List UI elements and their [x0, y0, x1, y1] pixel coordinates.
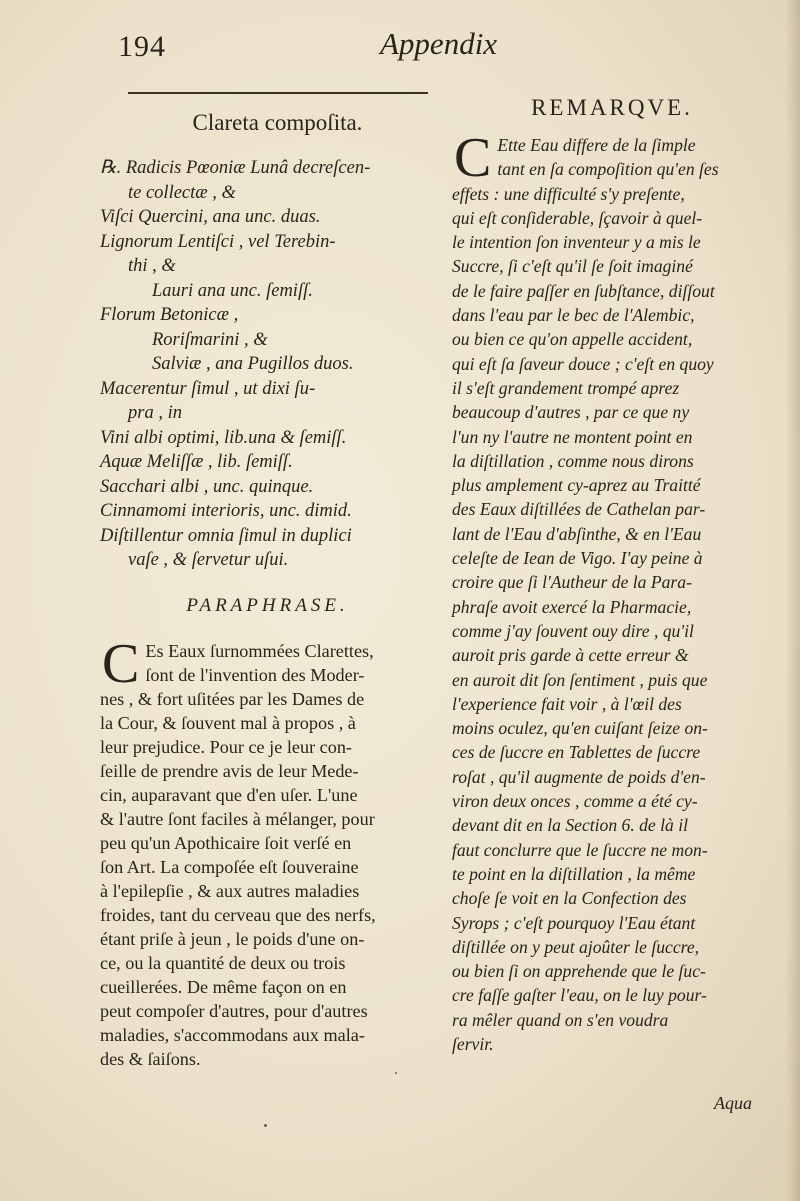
page-number: 194 — [118, 30, 166, 63]
remarque-line: ra mêler quand on s'en voudra — [452, 1009, 669, 1030]
paraphrase-line: à l'epilepſie , & aux autres maladies — [100, 880, 360, 901]
remarque-line: phraſe avoit exercé la Pharmacie, — [452, 596, 692, 617]
recipe-line: Vini albi optimi, lib.una & ſemiſſ. — [100, 427, 347, 448]
paraphrase-line: la Cour, & ſouvent mal à propos , à — [100, 712, 356, 733]
remarque-line: l'experience fait voir , à l'œil des — [452, 693, 682, 714]
remarque-heading: REMARQVE. — [531, 95, 693, 120]
remarque-line: qui eſt conſiderable, ſçavoir à quel- — [452, 207, 703, 228]
paraphrase-line: ſon Art. La compoſée eſt ſouveraine — [100, 856, 359, 877]
remarque-line: des Eaux diſtillées de Cathelan par- — [452, 499, 706, 520]
right-column — [452, 95, 772, 1056]
remarque-body — [452, 127, 772, 1056]
remarque-line: il s'eſt grandement trompé aprez — [452, 377, 680, 398]
ink-speck — [264, 1124, 267, 1127]
paraphrase-dropcap: C — [102, 632, 140, 695]
remarque-line: moins oculez, qu'en cuiſant ſeize on- — [452, 718, 708, 739]
remarque-line: ou bien ce qu'on appelle accident, — [452, 329, 693, 350]
remarque-line: qui eſt ſa ſaveur douce ; c'eſt en quoy — [452, 353, 714, 374]
remarque-line: te point en la diſtillation , la même — [452, 863, 696, 884]
paraphrase-line: des & ſaiſons. — [100, 1048, 201, 1069]
left-column — [100, 110, 435, 1071]
remarque-line: Syrops ; c'eſt pourquoy l'Eau étant — [452, 912, 696, 933]
remarque-line: roſat , qu'il augmente de poids d'en- — [452, 766, 706, 787]
paraphrase-line: leur prejudice. Pour ce je leur con- — [100, 736, 352, 757]
remarque-line: dans l'eau par le bec de l'Alembic, — [452, 305, 695, 326]
recipe-line: te collectæ , & — [128, 182, 236, 203]
recipe-title: Clareta compoſita. — [192, 110, 363, 135]
remarque-line: croire que ſi l'Autheur de la Para- — [452, 572, 692, 593]
recipe-line: Cinnamomi interioris, unc. dimid. — [100, 501, 352, 521]
remarque-line: diſtillée on y peut ajoûter le ſuccre, — [452, 936, 700, 957]
paraphrase-body — [100, 632, 435, 1071]
paraphrase-line: cueillerées. De même façon on en — [100, 976, 347, 997]
paraphrase-line: & l'autre ſont faciles à mélanger, pour — [100, 808, 375, 829]
remarque-line: lant de l'Eau d'abſinthe, & en l'Eau — [452, 523, 702, 544]
paraphrase-line: maladies, s'accommodans aux mala- — [100, 1024, 365, 1045]
paraphrase-line: nes , & fort uſitées par les Dames de — [100, 688, 365, 709]
recipe-line: Florum Betonicæ , — [100, 305, 239, 325]
recipe-line: pra , in — [128, 403, 182, 423]
paraphrase-line: ſont de l'invention des Moder- — [145, 664, 365, 685]
recipe-block — [100, 156, 435, 573]
paraphrase-line: Es Eaux ſurnommées Clarettes, — [145, 640, 374, 661]
remarque-line: ou bien ſi on apprehende que le ſuc- — [452, 961, 706, 982]
recipe-line: Lignorum Lentiſci , vel Terebin- — [100, 231, 336, 252]
remarque-line: ces de ſuccre en Tablettes de ſuccre — [452, 742, 701, 763]
remarque-line: devant dit en la Section 6. de là il — [452, 815, 688, 836]
remarque-line: la diſtillation , comme nous dirons — [452, 450, 694, 471]
remarque-dropcap: C — [454, 127, 492, 189]
remarque-line: le intention ſon inventeur y a mis le — [452, 232, 701, 253]
remarque-line: comme j'ay ſouvent ouy dire , qu'il — [452, 620, 694, 641]
paraphrase-line: froides, tant du cerveau que des nerfs, — [100, 904, 376, 925]
remarque-line: effets : une difficulté s'y preſente, — [452, 183, 685, 204]
remarque-line: beaucoup d'autres , par ce que ny — [452, 402, 690, 423]
remarque-line: faut conclurre que le ſuccre ne mon- — [452, 839, 708, 860]
remarque-line: auroit pris garde à cette erreur & — [452, 645, 689, 666]
page-edge-shadow — [786, 0, 800, 1201]
recipe-line: Salviæ , ana Pugillos duos. — [152, 354, 354, 374]
remarque-line: Succre, ſi c'eſt qu'il ſe ſoit imaginé — [452, 256, 693, 277]
remarque-line: plus amplement cy-aprez au Traitté — [452, 475, 701, 496]
remarque-line: celeſte de Iean de Vigo. I'ay peine à — [452, 548, 703, 569]
header-rule — [128, 92, 428, 94]
remarque-line: tant en ſa compoſition qu'en ſes — [497, 159, 719, 180]
recipe-line: Viſci Quercini, ana unc. duas. — [100, 207, 321, 227]
running-head: Appendix — [380, 26, 498, 61]
remarque-line: viron deux onces , comme a été cy- — [452, 791, 698, 812]
recipe-line: Roriſmarini , & — [152, 329, 268, 350]
remarque-line: cre faſſe gaſter l'eau, on le luy pour- — [452, 985, 707, 1006]
remarque-line: de le faire paſſer en ſubſtance, diſſout — [452, 280, 715, 301]
paraphrase-line: étant priſe à jeun , le poids d'une on- — [100, 928, 365, 949]
remarque-line: ſervir. — [452, 1033, 494, 1054]
recipe-line: ℞. Radicis Pœoniæ Lunâ decreſcen- — [100, 158, 371, 178]
catchword: Aqua — [714, 1093, 752, 1113]
paraphrase-line: ſeille de prendre avis de leur Mede- — [100, 760, 359, 781]
remarque-line: l'un ny l'autre ne montent point en — [452, 426, 693, 447]
recipe-line: Macerentur ſimul , ut dixi ſu- — [100, 378, 316, 399]
remarque-line: choſe ſe voit en la Confection des — [452, 888, 687, 909]
paraphrase-line: peut compoſer d'autres, pour d'autres — [100, 1000, 368, 1021]
recipe-line: Lauri ana unc. ſemiſſ. — [152, 280, 313, 301]
paraphrase-line: ce, ou la quantité de deux ou trois — [100, 952, 346, 973]
remarque-line: en auroit dit ſon ſentiment , puis que — [452, 669, 708, 690]
paraphrase-line: cin, auparavant que d'en uſer. L'une — [100, 784, 358, 805]
paraphrase-heading: PARAPHRASE. — [186, 594, 349, 616]
ink-speck — [395, 1072, 397, 1074]
recipe-line: Sacchari albi , unc. quinque. — [100, 476, 314, 497]
remarque-line: Ette Eau differe de la ſimple — [497, 135, 696, 155]
recipe-line: thi , & — [128, 256, 176, 276]
recipe-line: Diſtillentur omnia ſimul in duplici — [100, 525, 352, 546]
paraphrase-line: peu qu'un Apothicaire ſoit verſé en — [100, 832, 352, 853]
recipe-line: Aquæ Meliſſæ , lib. ſemiſſ. — [100, 452, 293, 472]
recipe-line: vaſe , & ſervetur uſui. — [128, 550, 289, 570]
